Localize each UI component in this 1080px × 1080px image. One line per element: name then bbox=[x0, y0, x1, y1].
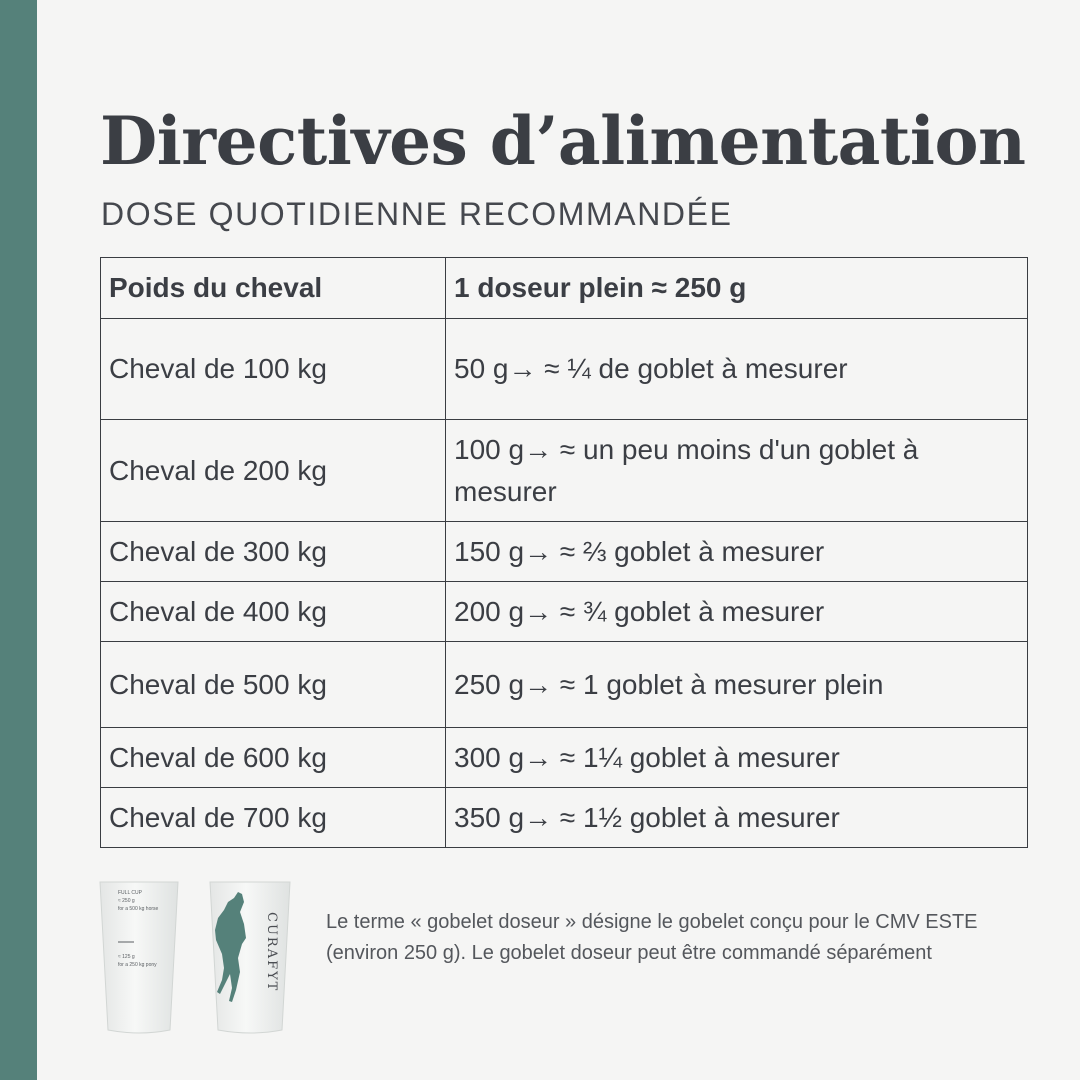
table-row bbox=[101, 420, 1028, 522]
brand-wordmark: CURAFYT bbox=[264, 912, 279, 993]
dose-cell: 300 g→ ≈ 1¼ goblet à mesurer bbox=[446, 728, 1028, 788]
page-title: Directives d’alimentation bbox=[100, 102, 1026, 180]
feeding-table bbox=[100, 257, 1028, 848]
dose-cell: 50 g→ ≈ ¼ de goblet à mesurer bbox=[446, 319, 1028, 420]
table-row bbox=[101, 788, 1028, 848]
measuring-cups-image bbox=[98, 880, 298, 1036]
weight-cell: Cheval de 400 kg bbox=[101, 582, 446, 642]
table-row bbox=[101, 319, 1028, 420]
cup-half-for: for a 250 kg pony bbox=[118, 962, 157, 968]
header-dose: 1 doseur plein ≈ 250 g bbox=[446, 258, 1028, 319]
dose-cell: 100 g→ ≈ un peu moins d'un goblet à mesurer bbox=[446, 420, 1028, 522]
measuring-cup-left bbox=[100, 882, 178, 1033]
measuring-cup-right bbox=[210, 882, 290, 1033]
weight-cell: Cheval de 500 kg bbox=[101, 642, 446, 728]
table-row bbox=[101, 728, 1028, 788]
weight-cell: Cheval de 300 kg bbox=[101, 522, 446, 582]
dose-cell: 250 g→ ≈ 1 goblet à mesurer plein bbox=[446, 642, 1028, 728]
dose-cell: 350 g→ ≈ 1½ goblet à mesurer bbox=[446, 788, 1028, 848]
page-subtitle: DOSE QUOTIDIENNE RECOMMANDÉE bbox=[101, 196, 733, 232]
table-row bbox=[101, 522, 1028, 582]
weight-cell: Cheval de 200 kg bbox=[101, 420, 446, 522]
cup-full-for: for a 500 kg horse bbox=[118, 906, 159, 912]
table-row bbox=[101, 642, 1028, 728]
cup-full-label: FULL CUP bbox=[118, 890, 142, 896]
table-row bbox=[101, 582, 1028, 642]
cup-full-amount: ≈ 250 g bbox=[118, 898, 135, 904]
cup-half-amount: ≈ 125 g bbox=[118, 954, 135, 960]
accent-side-bar bbox=[0, 0, 37, 1080]
dose-cell: 150 g→ ≈ ⅔ goblet à mesurer bbox=[446, 522, 1028, 582]
dose-cell: 200 g→ ≈ ¾ goblet à mesurer bbox=[446, 582, 1028, 642]
weight-cell: Cheval de 700 kg bbox=[101, 788, 446, 848]
measuring-cup-note: Le terme « gobelet doseur » désigne le gobelet conçu pour le CMV ESTE (environ 250 g). Le gobelet doseur peut être commandé séparément bbox=[326, 911, 978, 964]
table-header-row bbox=[101, 258, 1028, 319]
header-horse-weight: Poids du cheval bbox=[101, 258, 446, 319]
weight-cell: Cheval de 600 kg bbox=[101, 728, 446, 788]
weight-cell: Cheval de 100 kg bbox=[101, 319, 446, 420]
